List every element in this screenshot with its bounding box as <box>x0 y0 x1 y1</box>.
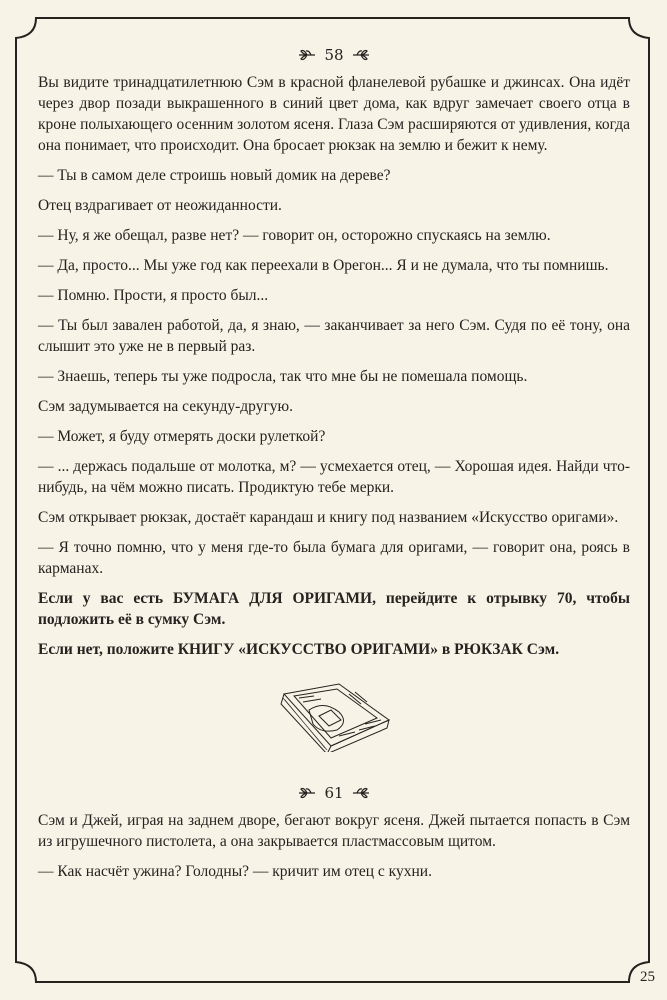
book-illustration <box>38 680 630 752</box>
paragraph: Сэм и Джей, играя на заднем дворе, бегают вокруг ясеня. Джей пытается попасть в Сэм из игрушечного пистолета, а она закрывается пластмассовым щитом. <box>38 812 630 850</box>
page-content <box>38 44 630 891</box>
paragraph: — Ну, я же обещал, разве нет? — говорит он, осторожно спускаясь на землю. <box>38 227 551 244</box>
paragraph: — Знаешь, теперь ты уже подросла, так что мне бы не помешала помощь. <box>38 368 528 385</box>
paragraph: — Да, просто... Мы уже год как переехали в Орегон... Я и не думала, что ты помнишь. <box>38 257 609 274</box>
section-number: 61 <box>324 784 344 802</box>
paragraph: — Может, я буду отмерять доски рулеткой? <box>38 428 326 445</box>
origami-book-icon <box>269 680 399 752</box>
paragraph: — Ты был завален работой, да, я знаю, — заканчивает за него Сэм. Судя по её тону, она слышит это уже не в первый раз. <box>38 317 630 355</box>
paragraph: — Помню. Прости, я просто был... <box>38 287 269 304</box>
paragraph: Сэм задумывается на секунду-другую. <box>38 398 294 415</box>
choice-instruction: Если нет, положите КНИГУ «ИСКУССТВО ОРИГАМИ» в РЮКЗАК Сэм. <box>38 641 560 658</box>
paragraph: — ... держась подальше от молотка, м? — усмехается отец, — Хорошая идея. Найди что-нибудь, на чём можно писать. Продиктую тебе мерки. <box>38 458 630 496</box>
section-header-58 <box>38 44 630 66</box>
page-number: 25 <box>640 969 655 985</box>
paragraph: Отец вздрагивает от неожиданности. <box>38 197 282 214</box>
leaf-ornament-left-icon <box>298 48 316 62</box>
paragraph: Вы видите тринадцатилетнюю Сэм в красной фланелевой рубашке и джинсах. Она идёт через двор позади выкрашенного в синий цвет дома, как вдруг замечает своего отца в кроне полыхающего осенним золотом ясеня. Глаза Сэм расширяются от удивления, когда она понимает, что происходит. Она бросает рюкзак на землю и бежит к нему. <box>38 74 631 154</box>
paragraph: — Я точно помню, что у меня где-то была бумага для оригами, — говорит она, роясь в карманах. <box>38 539 630 577</box>
leaf-ornament-right-icon <box>352 786 370 800</box>
section-number: 58 <box>324 46 344 64</box>
paragraph: Сэм открывает рюкзак, достаёт карандаш и книгу под названием «Искусство оригами». <box>38 509 619 526</box>
paragraph: — Как насчёт ужина? Голодны? — кричит им отец с кухни. <box>38 863 432 880</box>
leaf-ornament-left-icon <box>298 786 316 800</box>
paragraph: — Ты в самом деле строишь новый домик на дереве? <box>38 167 391 184</box>
section-header-61 <box>38 782 630 804</box>
choice-instruction: Если у вас есть БУМАГА ДЛЯ ОРИГАМИ, перейдите к отрывку 70, чтобы подложить её в сумку Сэм. <box>38 590 630 628</box>
leaf-ornament-right-icon <box>352 48 370 62</box>
